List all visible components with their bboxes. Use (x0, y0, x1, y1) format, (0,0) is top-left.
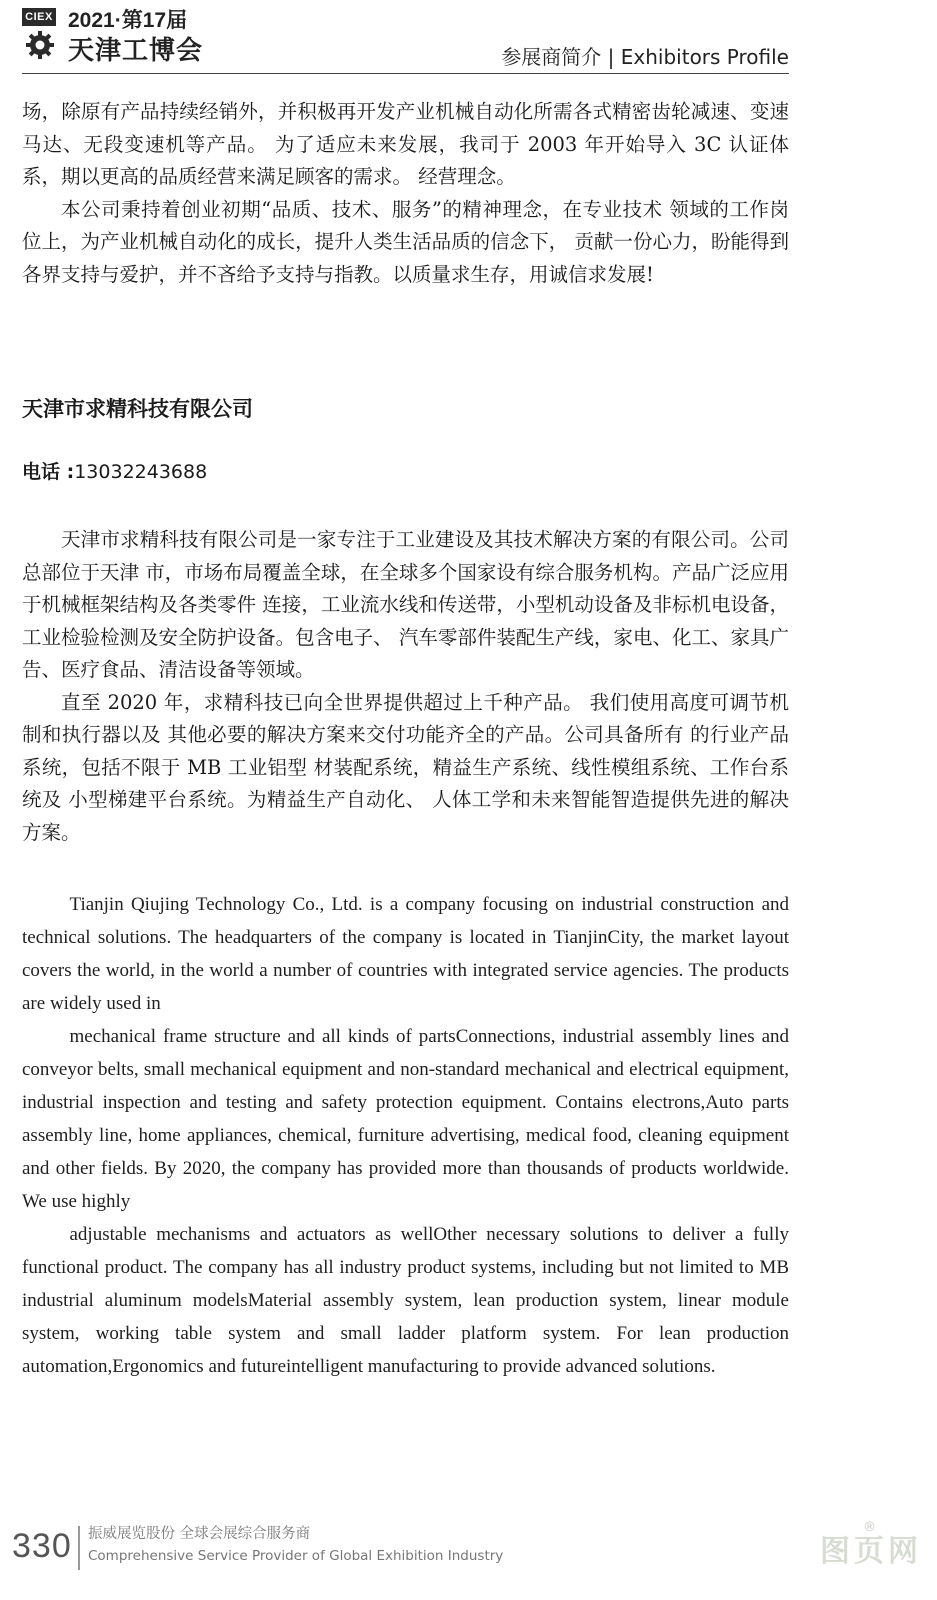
zh-paragraph-1: 天津市求精科技有限公司是一家专注于工业建设及其技术解决方案的有限公司。公司总部位于天津 市，市场布局覆盖全球，在全球多个国家设有综合服务机构。产品广泛应用于机械框架结构及各类零件 连接，工业流水线和传送带，小型机动设备及非标机电设备，工业检验检测及安全防护设备。包含电子、 汽车零部件装配生产线，家电、化工、家具广告、医疗食品、清洁设备等领域。 (22, 528, 789, 681)
en-paragraph-1: Tianjin Qiujing Technology Co., Ltd. is a company focusing on industrial construction and technical solutions. The headquarters of the company is located in TianjinCity, the market layout covers the world, in the world a number of countries with integrated service agencies. The products are widely used in (22, 894, 789, 1014)
phone-label: 电话 : (22, 461, 75, 483)
company-name: 天津市求精科技有限公司 (22, 397, 253, 421)
footer-org-zh: 振威展览股份 全球会展综合服务商 (88, 1526, 311, 1542)
header-year-edition: 2021·第17届 (68, 9, 188, 32)
ciex-logo-text: CIEX (22, 8, 56, 26)
english-description (22, 888, 789, 1383)
intro-paragraph-2: 本公司秉持着创业初期“品质、技术、服务”的精神理念，在专业技术 领域的工作岗位上，为产业机械自动化的成长，提升人类生活品质的信念下， 贡献一份心力，盼能得到各界支持与爱护，并不吝给予支持与指教。以质量求生存，用诚信求发展! (22, 197, 789, 286)
en-paragraph-3: adjustable mechanisms and actuators as wellOther necessary solutions to deliver a fully functional product. The company has all industry product systems, including but not limited to MB industrial aluminum modelsMaterial assembly system, lean production system, linear module system, working table system and small ladder platform system. For lean production automation,Ergonomics and futureintelligent manufacturing to provide advanced solutions. (22, 1224, 789, 1377)
page-header (22, 8, 789, 74)
page-footer (12, 1520, 932, 1580)
watermark-logo (802, 1520, 932, 1576)
section-title: 参展商简介 | Exhibitors Profile (501, 45, 789, 69)
registered-mark-icon: ® (863, 1520, 876, 1535)
en-paragraph-2: mechanical frame structure and all kinds of partsConnections, industrial assembly lines and conveyor belts, small mechanical equipment and non-standard mechanical and electrical equipment, industrial inspection and testing and safety protection equipment. Contains electrons,Auto parts assembly line, home appliances, chemical, furniture advertising, medical food, cleaning equipment and other fields. By 2020, the company has provided more than thousands of products worldwide. We use highly (22, 1026, 789, 1212)
watermark-text: 图页网 (820, 1534, 922, 1569)
company-phone (22, 458, 207, 486)
intro-section (22, 96, 789, 291)
phone-number: 13032243688 (74, 461, 208, 483)
footer-divider (78, 1526, 80, 1570)
zh-paragraph-2: 直至 2020 年，求精科技已向全世界提供超过上千种产品。 我们使用高度可调节机制和执行器以及 其他必要的解决方案来交付功能齐全的产品。公司具备所有 的行业产品系统，包括不限于 MB 工业铝型 材装配系统，精益生产系统、线性模组系统、工作台系统及 小型梯建平台系统。为精益生产自动化、 人体工学和未来智能智造提供先进的解决方案。 (22, 690, 789, 844)
intro-paragraph-1: 场，除原有产品持续经销外，并积极再开发产业机械自动化所需各式精密齿轮减速、变速马达、无段变速机等产品。 为了适应未来发展，我司于 2003 年开始导入 3C 认证体系，期以更高的品质经营来满足顾客的需求。 经营理念。 (22, 100, 789, 188)
header-divider (22, 73, 789, 74)
header-event-name: 天津工博会 (68, 36, 204, 66)
chinese-description (22, 524, 789, 849)
page-number: 330 (12, 1527, 72, 1565)
footer-org-en: Comprehensive Service Provider of Global Exhibition Industry (88, 1548, 504, 1564)
gear-icon (25, 30, 55, 60)
